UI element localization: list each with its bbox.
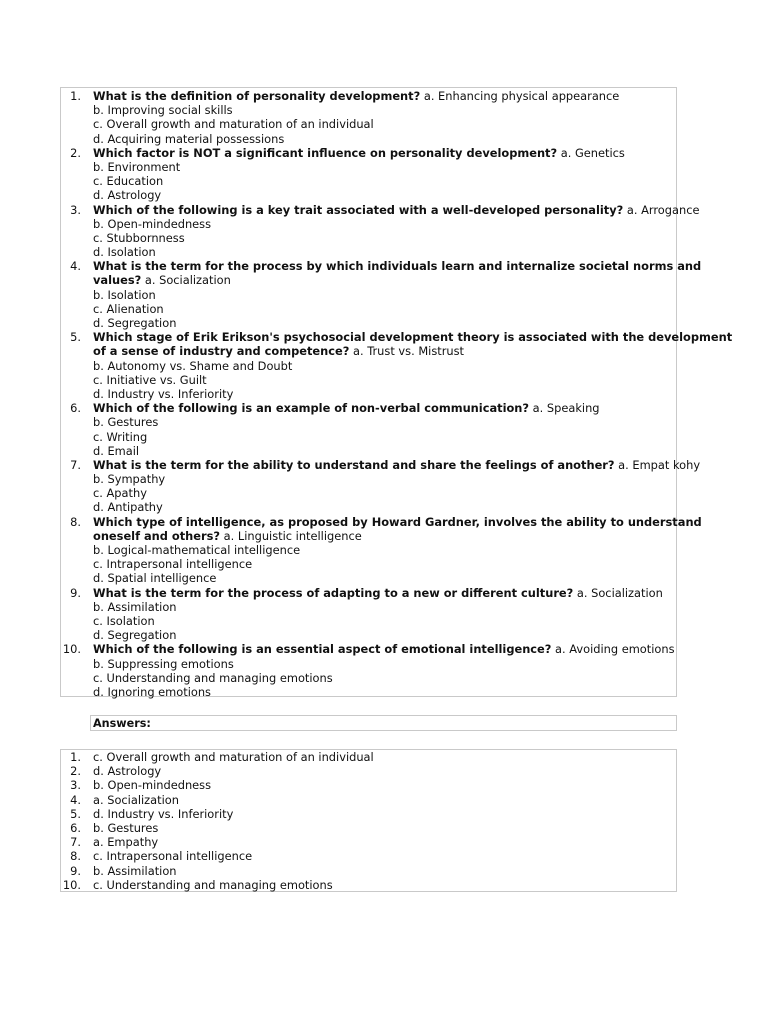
question-text: Which type of intelligence, as proposed by Howard Gardner, involves the ability to understand [93,514,702,529]
option-line [61,117,676,131]
answer-number: 2. [70,764,81,779]
option-line [61,486,676,500]
answer-line [61,821,676,835]
option-d: d. Isolation [93,245,156,260]
option-line [61,373,676,387]
option-a: a. Avoiding emotions [551,642,675,657]
option-a: a. Socialization [141,273,231,288]
answer-number: 1. [70,750,81,764]
question-number: 3. [70,202,81,217]
option-a: a. Enhancing physical appearance [420,89,620,103]
question-line [61,586,676,600]
option-b: b. Isolation [93,287,156,302]
answer-number: 3. [70,778,81,793]
questions-list [60,87,733,699]
question-number: 2. [70,145,81,160]
option-line [61,316,676,330]
question-number: 6. [70,401,81,416]
answer-number: 9. [70,863,81,878]
answer-line [61,764,676,778]
question-text-line [93,330,732,344]
question-text-line [93,458,700,472]
option-c: c. Intrapersonal intelligence [93,557,253,572]
question-line [61,89,676,103]
answer-number: 8. [70,849,81,864]
question-line [61,330,733,345]
answer-number: 4. [70,792,81,807]
answer-number: 7. [70,835,81,850]
answer-text: a. Empathy [93,835,159,850]
question-text-line [93,642,675,656]
option-line [61,231,676,245]
question-text-line [93,203,699,217]
question-line [61,344,676,358]
option-line [61,430,676,444]
question-line [61,529,676,543]
answer-line [61,864,676,878]
question-text-line [93,259,701,273]
option-a: a. Trust vs. Mistrust [349,344,465,359]
question-number: 4. [70,259,81,274]
question-text: What is the definition of personality development? [93,89,421,103]
question-number: 9. [70,585,81,600]
option-line [61,557,676,571]
answer-number: 6. [70,820,81,835]
answers-heading: Answers: [93,717,151,730]
answers-heading-box [90,715,677,731]
question-text: Which of the following is an example of non-verbal communication? [93,401,530,416]
option-line [61,628,676,642]
answer-text: b. Gestures [93,820,159,835]
option-d: d. Antipathy [93,500,163,515]
option-d: d. Spatial intelligence [93,571,217,586]
answer-text: c. Intrapersonal intelligence [93,849,253,864]
option-b: b. Sympathy [93,472,166,487]
option-c: c. Understanding and managing emotions [93,670,333,685]
option-c: c. Writing [93,429,148,444]
answer-text: b. Assimilation [93,863,177,878]
answer-number: 10. [62,877,81,892]
option-line [61,600,676,614]
question-line [61,146,676,160]
option-a: a. Socialization [573,585,663,600]
answer-line [61,835,676,849]
option-a: a. Linguistic intelligence [220,528,362,543]
option-d: d. Segregation [93,316,177,330]
answer-text: a. Socialization [93,792,179,807]
option-line [61,245,676,259]
option-b: b. Gestures [93,415,159,430]
option-c: c. Initiative vs. Guilt [93,372,207,387]
question-text: Which of the following is a key trait associated with a well-developed personality? [93,202,624,217]
answer-number: 5. [70,806,81,821]
option-line [61,444,676,458]
option-line [61,671,676,685]
option-d: d. Industry vs. Inferiority [93,386,234,401]
option-line [61,415,676,429]
question-text-line [93,273,231,287]
question-line [61,457,701,472]
option-b: b. Logical-mathematical intelligence [93,543,301,557]
option-c: c. Alienation [93,301,164,316]
option-d: d. Acquiring material possessions [93,131,285,146]
option-c: c. Education [93,174,164,189]
option-line [61,500,676,514]
answer-text: c. Overall growth and maturation of an individual [93,750,374,764]
question-line [61,514,702,529]
option-d: d. Astrology [93,188,162,203]
answer-line [61,878,676,892]
question-text-line [93,529,362,543]
option-line [61,174,676,188]
option-a: a. Genetics [557,145,625,160]
option-line [61,657,676,671]
question-text: Which stage of Erik Erikson's psychosocial development theory is associated with the development [93,330,733,345]
question-text-continued: oneself and others? [93,528,221,543]
question-line [61,401,676,415]
question-line [61,259,702,274]
question-text-line [93,515,702,529]
question-number: 5. [70,330,81,345]
answer-text: d. Industry vs. Inferiority [93,806,234,821]
option-b: b. Autonomy vs. Shame and Doubt [93,358,293,373]
answer-line [61,807,676,821]
option-a: a. Speaking [529,401,600,416]
question-number: 1. [70,89,81,103]
option-line [61,160,676,174]
question-text-line [93,344,464,358]
option-a: a. Arrogance [623,202,700,217]
option-line [61,543,676,557]
question-text: What is the term for the process of adapting to a new or different culture? [93,585,574,600]
question-number: 10. [62,642,81,657]
question-text-line [93,89,619,103]
option-line [61,288,676,302]
answer-text: b. Open-mindedness [93,778,212,793]
question-line [61,202,700,217]
option-line [61,685,676,699]
question-text: Which of the following is an essential aspect of emotional intelligence? [93,642,552,657]
option-b: b. Assimilation [93,599,177,614]
question-text-continued: values? [93,273,142,288]
option-b: b. Open-mindedness [93,216,212,231]
option-c: c. Stubbornness [93,230,185,245]
answer-line [61,793,676,807]
answer-text: c. Understanding and managing emotions [93,877,333,892]
option-line [61,217,676,231]
option-a: a. Empat kohy [614,457,701,472]
question-number: 8. [70,514,81,529]
question-text: What is the term for the ability to understand and share the feelings of another? [93,457,615,472]
question-text-line [93,586,663,600]
option-line [61,103,676,117]
answer-line [61,750,676,764]
question-line [61,642,676,656]
answer-text: d. Astrology [93,764,162,779]
option-b: b. Environment [93,159,181,174]
option-d: d. Segregation [93,628,177,643]
option-b: b. Suppressing emotions [93,656,234,671]
answers-list [60,749,677,892]
question-text-line [93,146,625,160]
option-b: b. Improving social skills [93,103,233,118]
option-d: d. Email [93,443,140,458]
question-text-line [93,401,600,415]
option-line [61,571,676,585]
question-line [61,273,676,287]
option-c: c. Overall growth and maturation of an individual [93,117,374,132]
question-text: What is the term for the process by which individuals learn and internalize societal norms and [93,259,702,274]
question-number: 7. [70,457,81,472]
answer-line [61,849,676,863]
option-d: d. Ignoring emotions [93,684,211,699]
answer-line [61,778,676,792]
question-text: Which factor is NOT a significant influence on personality development? [93,145,558,160]
option-line [61,614,676,628]
option-line [61,132,676,146]
option-line [61,472,676,486]
option-line [61,188,676,202]
option-line [61,387,676,401]
question-text-continued: of a sense of industry and competence? [93,344,350,359]
option-c: c. Isolation [93,613,155,628]
option-c: c. Apathy [93,486,147,501]
option-line [61,302,676,316]
option-line [61,359,676,373]
